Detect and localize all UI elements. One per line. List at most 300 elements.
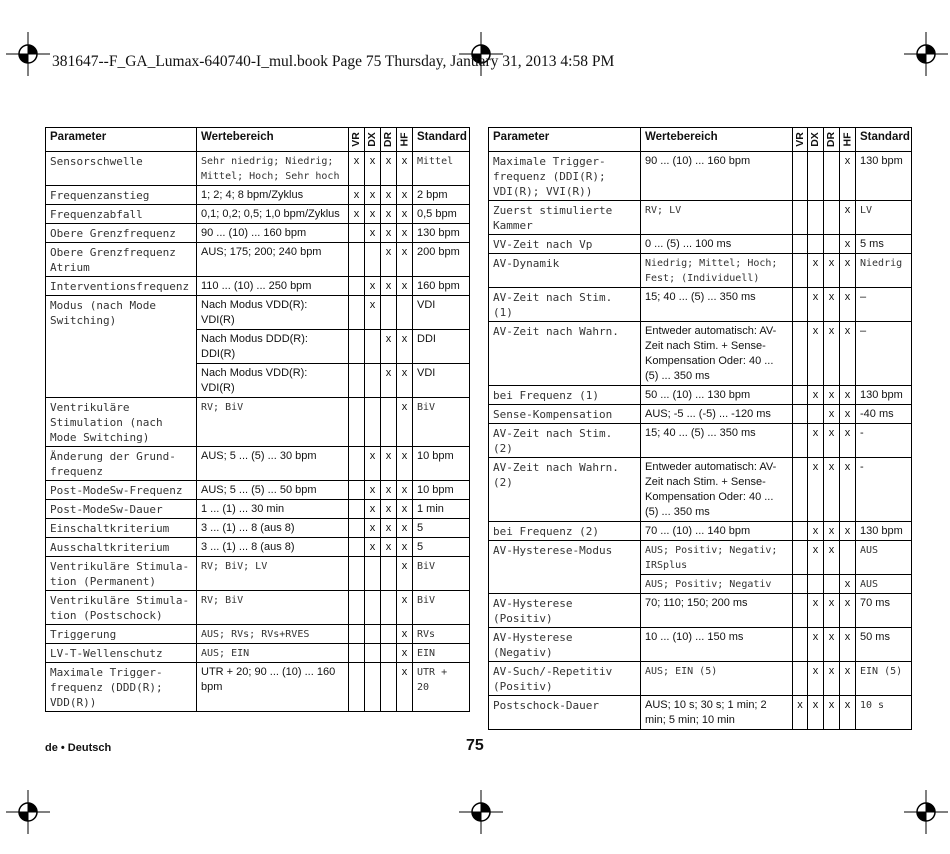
table-row <box>46 224 470 243</box>
dx-mark-cell: x <box>808 541 824 575</box>
table-row <box>46 644 470 663</box>
range-cell: RV; BiV <box>197 591 349 625</box>
table-row <box>489 594 912 628</box>
table-row <box>46 243 470 277</box>
col-header-dr: DR <box>381 128 397 152</box>
standard-cell: 130 bpm <box>413 224 470 243</box>
standard-cell: EIN (5) <box>856 662 912 696</box>
table-row <box>489 628 912 662</box>
hf-mark-cell: x <box>840 288 856 322</box>
dr-mark-cell <box>824 201 840 235</box>
hf-mark-cell: x <box>397 538 413 557</box>
hf-mark-cell: x <box>397 447 413 481</box>
col-header-dx: DX <box>365 128 381 152</box>
dx-mark-cell: x <box>365 152 381 186</box>
vr-mark-cell <box>349 500 365 519</box>
dx-mark-cell: x <box>365 277 381 296</box>
vr-mark-cell <box>349 224 365 243</box>
range-cell: AUS; 5 ... (5) ... 50 bpm <box>197 481 349 500</box>
dx-mark-cell: x <box>808 696 824 730</box>
dr-mark-cell: x <box>824 594 840 628</box>
dr-mark-cell: x <box>381 447 397 481</box>
table-row <box>489 386 912 405</box>
registration-mark-bottom-right <box>904 790 948 834</box>
vr-mark-cell <box>793 575 808 594</box>
dr-mark-cell: x <box>381 500 397 519</box>
vr-mark-cell <box>349 296 365 330</box>
dx-mark-cell: x <box>365 224 381 243</box>
dx-mark-cell <box>808 235 824 254</box>
standard-cell: Mittel <box>413 152 470 186</box>
page-number: 75 <box>466 737 484 754</box>
range-cell: 50 ... (10) ... 130 bpm <box>641 386 793 405</box>
range-cell: 70; 110; 150; 200 ms <box>641 594 793 628</box>
parameter-cell: Zuerst stimulierte Kammer <box>489 201 641 235</box>
vr-mark-cell <box>349 243 365 277</box>
standard-cell: DDI <box>413 330 470 364</box>
dr-mark-cell <box>381 625 397 644</box>
dr-mark-cell: x <box>824 662 840 696</box>
standard-cell: 2 bpm <box>413 186 470 205</box>
standard-cell: 10 bpm <box>413 447 470 481</box>
parameter-cell: Obere Grenzfrequenz Atrium <box>46 243 197 277</box>
hf-mark-cell <box>397 296 413 330</box>
page-header: 381647--F_GA_Lumax-640740-I_mul.book Page 75 Thursday, January 31, 2013 4:58 PM <box>52 53 615 70</box>
range-cell: AUS; EIN (5) <box>641 662 793 696</box>
parameter-cell: Maximale Trigger-frequenz (DDI(R); VDI(R); VVI(R)) <box>489 152 641 201</box>
vr-mark-cell <box>349 519 365 538</box>
parameter-cell: bei Frequenz (2) <box>489 522 641 541</box>
range-cell: AUS; -5 ... (-5) ... -120 ms <box>641 405 793 424</box>
range-cell: AUS; 175; 200; 240 bpm <box>197 243 349 277</box>
parameter-cell: bei Frequenz (1) <box>489 386 641 405</box>
dx-mark-cell: x <box>808 386 824 405</box>
range-cell: Nach Modus VDD(R): VDI(R) <box>197 364 349 398</box>
hf-mark-cell: x <box>397 205 413 224</box>
parameter-cell: Einschaltkriterium <box>46 519 197 538</box>
parameter-cell: Triggerung <box>46 625 197 644</box>
standard-cell: 5 <box>413 538 470 557</box>
hf-mark-cell: x <box>840 662 856 696</box>
col-header-standard: Standard <box>856 128 912 152</box>
table-row <box>46 296 470 330</box>
registration-mark-bottom-center <box>459 790 503 834</box>
dx-mark-cell: x <box>808 458 824 522</box>
dx-mark-cell <box>365 625 381 644</box>
dx-mark-cell: x <box>365 296 381 330</box>
range-cell: AUS; Positiv; Negativ <box>641 575 793 594</box>
dr-mark-cell: x <box>381 205 397 224</box>
dx-mark-cell <box>808 152 824 201</box>
range-cell: AUS; Positiv; Negativ; IRSplus <box>641 541 793 575</box>
dr-mark-cell: x <box>381 364 397 398</box>
parameter-cell: Maximale Trigger-frequenz (DDD(R); VDD(R)) <box>46 663 197 712</box>
dr-mark-cell: x <box>381 330 397 364</box>
dr-mark-cell: x <box>824 522 840 541</box>
vr-mark-cell <box>349 644 365 663</box>
col-header-standard: Standard <box>413 128 470 152</box>
vr-mark-cell <box>793 288 808 322</box>
dr-mark-cell: x <box>381 519 397 538</box>
standard-cell: BiV <box>413 591 470 625</box>
dx-mark-cell <box>365 663 381 712</box>
vr-mark-cell <box>793 522 808 541</box>
table-row <box>46 591 470 625</box>
dr-mark-cell <box>381 591 397 625</box>
vr-mark-cell <box>793 322 808 386</box>
vr-mark-cell <box>349 364 365 398</box>
parameter-table-left <box>45 127 470 712</box>
table-row <box>46 538 470 557</box>
range-cell: Entweder automatisch: AV-Zeit nach Stim. + Sense-Kompensation Oder: 40 ... (5) ... 350 ms <box>641 458 793 522</box>
vr-mark-cell <box>349 538 365 557</box>
standard-cell: 5 <box>413 519 470 538</box>
parameter-cell: Ausschaltkriterium <box>46 538 197 557</box>
table-row <box>489 696 912 730</box>
dr-mark-cell <box>824 575 840 594</box>
col-header-parameter: Parameter <box>489 128 641 152</box>
standard-cell: UTR + 20 <box>413 663 470 712</box>
dx-mark-cell: x <box>365 205 381 224</box>
range-cell: AUS; RVs; RVs+RVES <box>197 625 349 644</box>
col-header-range: Wertebereich <box>197 128 349 152</box>
parameter-cell: AV-Hysterese (Positiv) <box>489 594 641 628</box>
hf-mark-cell: x <box>840 696 856 730</box>
range-cell: Niedrig; Mittel; Hoch; Fest; (Individuell) <box>641 254 793 288</box>
standard-cell: 160 bpm <box>413 277 470 296</box>
dx-mark-cell: x <box>365 519 381 538</box>
registration-mark-top-right <box>904 32 948 76</box>
parameter-cell: Ventrikuläre Stimula-tion (Permanent) <box>46 557 197 591</box>
table-row <box>489 458 912 522</box>
standard-cell: -40 ms <box>856 405 912 424</box>
dx-mark-cell: x <box>808 662 824 696</box>
table-row <box>46 625 470 644</box>
hf-mark-cell: x <box>397 398 413 447</box>
dx-mark-cell: x <box>808 254 824 288</box>
hf-mark-cell: x <box>840 424 856 458</box>
dr-mark-cell: x <box>824 541 840 575</box>
range-cell: AUS; 5 ... (5) ... 30 bpm <box>197 447 349 481</box>
dx-mark-cell <box>365 364 381 398</box>
hf-mark-cell: x <box>840 386 856 405</box>
vr-mark-cell <box>349 591 365 625</box>
table-row <box>46 519 470 538</box>
dr-mark-cell: x <box>381 224 397 243</box>
dr-mark-cell: x <box>824 458 840 522</box>
dx-mark-cell <box>808 201 824 235</box>
range-cell: 15; 40 ... (5) ... 350 ms <box>641 288 793 322</box>
table-row <box>489 152 912 201</box>
hf-mark-cell: x <box>840 522 856 541</box>
hf-mark-cell: x <box>397 330 413 364</box>
col-header-parameter: Parameter <box>46 128 197 152</box>
parameter-cell: Post-ModeSw-Frequenz <box>46 481 197 500</box>
dr-mark-cell: x <box>381 277 397 296</box>
table-row <box>489 201 912 235</box>
dr-mark-cell: x <box>381 481 397 500</box>
vr-mark-cell <box>793 594 808 628</box>
standard-cell: 200 bpm <box>413 243 470 277</box>
parameter-cell: Frequenzabfall <box>46 205 197 224</box>
vr-mark-cell <box>349 625 365 644</box>
dr-mark-cell: x <box>824 696 840 730</box>
vr-mark-cell <box>793 235 808 254</box>
registration-mark-bottom-left <box>6 790 50 834</box>
vr-mark-cell: x <box>793 696 808 730</box>
dr-mark-cell <box>381 557 397 591</box>
dx-mark-cell <box>365 398 381 447</box>
table-row <box>489 522 912 541</box>
table-row <box>46 205 470 224</box>
parameter-cell: Ventrikuläre Stimulation (nach Mode Switching) <box>46 398 197 447</box>
hf-mark-cell: x <box>840 152 856 201</box>
standard-cell: 130 bpm <box>856 522 912 541</box>
dx-mark-cell: x <box>808 322 824 386</box>
hf-mark-cell: x <box>397 481 413 500</box>
hf-mark-cell: x <box>840 322 856 386</box>
vr-mark-cell: x <box>349 205 365 224</box>
standard-cell: – <box>856 322 912 386</box>
hf-mark-cell: x <box>840 594 856 628</box>
range-cell: 15; 40 ... (5) ... 350 ms <box>641 424 793 458</box>
range-cell: 1 ... (1) ... 30 min <box>197 500 349 519</box>
parameter-cell: Post-ModeSw-Dauer <box>46 500 197 519</box>
parameter-cell: Interventionsfrequenz <box>46 277 197 296</box>
standard-cell: 50 ms <box>856 628 912 662</box>
vr-mark-cell <box>793 424 808 458</box>
dx-mark-cell: x <box>808 288 824 322</box>
vr-mark-cell <box>349 481 365 500</box>
hf-mark-cell: x <box>840 628 856 662</box>
vr-mark-cell: x <box>349 186 365 205</box>
parameter-cell: Postschock-Dauer <box>489 696 641 730</box>
dx-mark-cell <box>365 243 381 277</box>
range-cell: 3 ... (1) ... 8 (aus 8) <box>197 538 349 557</box>
standard-cell: 70 ms <box>856 594 912 628</box>
table-row <box>489 235 912 254</box>
table-row <box>46 398 470 447</box>
parameter-cell: Sensorschwelle <box>46 152 197 186</box>
dx-mark-cell: x <box>365 481 381 500</box>
hf-mark-cell: x <box>397 364 413 398</box>
hf-mark-cell: x <box>397 186 413 205</box>
dx-mark-cell <box>808 405 824 424</box>
hf-mark-cell: x <box>397 519 413 538</box>
dr-mark-cell: x <box>381 243 397 277</box>
vr-mark-cell <box>349 663 365 712</box>
dr-mark-cell: x <box>824 288 840 322</box>
table-row <box>46 481 470 500</box>
range-cell: RV; BiV <box>197 398 349 447</box>
range-cell: RV; BiV; LV <box>197 557 349 591</box>
table-row <box>46 152 470 186</box>
table-row <box>46 277 470 296</box>
standard-cell: 1 min <box>413 500 470 519</box>
dr-mark-cell: x <box>381 186 397 205</box>
vr-mark-cell <box>793 254 808 288</box>
standard-cell: RVs <box>413 625 470 644</box>
parameter-cell: LV-T-Wellenschutz <box>46 644 197 663</box>
parameter-cell: Modus (nach Mode Switching) <box>46 296 197 398</box>
parameter-cell: Ventrikuläre Stimula-tion (Postschock) <box>46 591 197 625</box>
standard-cell: BiV <box>413 557 470 591</box>
standard-cell: Niedrig <box>856 254 912 288</box>
range-cell: 3 ... (1) ... 8 (aus 8) <box>197 519 349 538</box>
vr-mark-cell <box>349 277 365 296</box>
vr-mark-cell <box>793 628 808 662</box>
table-row <box>46 557 470 591</box>
standard-cell: BiV <box>413 398 470 447</box>
range-cell: 0,1; 0,2; 0,5; 1,0 bpm/Zyklus <box>197 205 349 224</box>
range-cell: Entweder automatisch: AV-Zeit nach Stim. + Sense-Kompensation Oder: 40 ... (5) ... 350 ms <box>641 322 793 386</box>
vr-mark-cell: x <box>349 152 365 186</box>
dx-mark-cell: x <box>365 500 381 519</box>
hf-mark-cell: x <box>840 254 856 288</box>
hf-mark-cell: x <box>840 405 856 424</box>
parameter-cell: Sense-Kompensation <box>489 405 641 424</box>
range-cell: Sehr niedrig; Niedrig; Mittel; Hoch; Sehr hoch <box>197 152 349 186</box>
dr-mark-cell <box>381 296 397 330</box>
dr-mark-cell: x <box>824 405 840 424</box>
hf-mark-cell: x <box>397 557 413 591</box>
dx-mark-cell: x <box>365 186 381 205</box>
hf-mark-cell: x <box>397 625 413 644</box>
hf-mark-cell: x <box>840 201 856 235</box>
hf-mark-cell: x <box>397 152 413 186</box>
hf-mark-cell: x <box>840 458 856 522</box>
registration-mark-top-left <box>6 32 50 76</box>
vr-mark-cell <box>793 152 808 201</box>
dx-mark-cell: x <box>365 447 381 481</box>
table-row <box>46 447 470 481</box>
hf-mark-cell: x <box>840 235 856 254</box>
range-cell: 10 ... (10) ... 150 ms <box>641 628 793 662</box>
vr-mark-cell <box>349 330 365 364</box>
standard-cell: - <box>856 458 912 522</box>
parameter-cell: AV-Hysterese (Negativ) <box>489 628 641 662</box>
vr-mark-cell <box>793 541 808 575</box>
col-header-vr: VR <box>349 128 365 152</box>
standard-cell: VDI <box>413 364 470 398</box>
col-header-range: Wertebereich <box>641 128 793 152</box>
col-header-hf: HF <box>840 128 856 152</box>
table-row <box>489 254 912 288</box>
standard-cell: 130 bpm <box>856 152 912 201</box>
range-cell: RV; LV <box>641 201 793 235</box>
range-cell: 1; 2; 4; 8 bpm/Zyklus <box>197 186 349 205</box>
standard-cell: – <box>856 288 912 322</box>
dx-mark-cell: x <box>808 594 824 628</box>
dr-mark-cell: x <box>824 628 840 662</box>
parameter-cell: AV-Zeit nach Wahrn. <box>489 322 641 386</box>
range-cell: AUS; 10 s; 30 s; 1 min; 2 min; 5 min; 10 min <box>641 696 793 730</box>
dr-mark-cell: x <box>824 254 840 288</box>
table-row <box>46 500 470 519</box>
standard-cell: 10 bpm <box>413 481 470 500</box>
parameter-cell: AV-Zeit nach Stim. (2) <box>489 424 641 458</box>
range-cell: 0 ... (5) ... 100 ms <box>641 235 793 254</box>
parameter-cell: Änderung der Grund-frequenz <box>46 447 197 481</box>
dx-mark-cell <box>365 330 381 364</box>
dr-mark-cell <box>824 235 840 254</box>
range-cell: 110 ... (10) ... 250 bpm <box>197 277 349 296</box>
range-cell: Nach Modus VDD(R): VDI(R) <box>197 296 349 330</box>
table-row <box>46 186 470 205</box>
hf-mark-cell: x <box>397 224 413 243</box>
parameter-cell: AV-Such/-Repetitiv (Positiv) <box>489 662 641 696</box>
dr-mark-cell <box>381 398 397 447</box>
table-row <box>489 541 912 575</box>
vr-mark-cell <box>793 201 808 235</box>
vr-mark-cell <box>793 405 808 424</box>
parameter-cell: VV-Zeit nach Vp <box>489 235 641 254</box>
standard-cell: EIN <box>413 644 470 663</box>
range-cell: 90 ... (10) ... 160 bpm <box>197 224 349 243</box>
dr-mark-cell <box>381 663 397 712</box>
range-cell: 70 ... (10) ... 140 bpm <box>641 522 793 541</box>
dx-mark-cell: x <box>808 424 824 458</box>
vr-mark-cell <box>349 447 365 481</box>
table-row <box>489 662 912 696</box>
parameter-cell: AV-Zeit nach Stim. (1) <box>489 288 641 322</box>
col-header-dr: DR <box>824 128 840 152</box>
footer-language: de • Deutsch <box>45 742 112 754</box>
dr-mark-cell: x <box>381 152 397 186</box>
dr-mark-cell <box>381 644 397 663</box>
standard-cell: AUS <box>856 575 912 594</box>
hf-mark-cell: x <box>840 575 856 594</box>
dx-mark-cell: x <box>808 628 824 662</box>
range-cell: 90 ... (10) ... 160 bpm <box>641 152 793 201</box>
hf-mark-cell: x <box>397 644 413 663</box>
standard-cell: LV <box>856 201 912 235</box>
col-header-dx: DX <box>808 128 824 152</box>
vr-mark-cell <box>793 458 808 522</box>
standard-cell: 10 s <box>856 696 912 730</box>
range-cell: Nach Modus DDD(R): DDI(R) <box>197 330 349 364</box>
standard-cell: 130 bpm <box>856 386 912 405</box>
vr-mark-cell <box>349 398 365 447</box>
table-row <box>489 405 912 424</box>
dx-mark-cell <box>808 575 824 594</box>
col-header-hf: HF <box>397 128 413 152</box>
table-row <box>46 663 470 712</box>
parameter-cell: AV-Zeit nach Wahrn. (2) <box>489 458 641 522</box>
parameter-cell: AV-Hysterese-Modus <box>489 541 641 594</box>
hf-mark-cell: x <box>397 243 413 277</box>
hf-mark-cell: x <box>397 277 413 296</box>
standard-cell: 0,5 bpm <box>413 205 470 224</box>
dr-mark-cell: x <box>824 322 840 386</box>
vr-mark-cell <box>793 662 808 696</box>
standard-cell: VDI <box>413 296 470 330</box>
parameter-cell: Obere Grenzfrequenz <box>46 224 197 243</box>
parameter-cell: AV-Dynamik <box>489 254 641 288</box>
standard-cell: 5 ms <box>856 235 912 254</box>
parameter-table-right <box>488 127 912 730</box>
col-header-vr: VR <box>793 128 808 152</box>
dr-mark-cell: x <box>824 386 840 405</box>
range-cell: AUS; EIN <box>197 644 349 663</box>
dx-mark-cell: x <box>808 522 824 541</box>
vr-mark-cell <box>349 557 365 591</box>
hf-mark-cell <box>840 541 856 575</box>
table-row <box>489 288 912 322</box>
table-row <box>489 424 912 458</box>
dx-mark-cell: x <box>365 538 381 557</box>
hf-mark-cell: x <box>397 663 413 712</box>
